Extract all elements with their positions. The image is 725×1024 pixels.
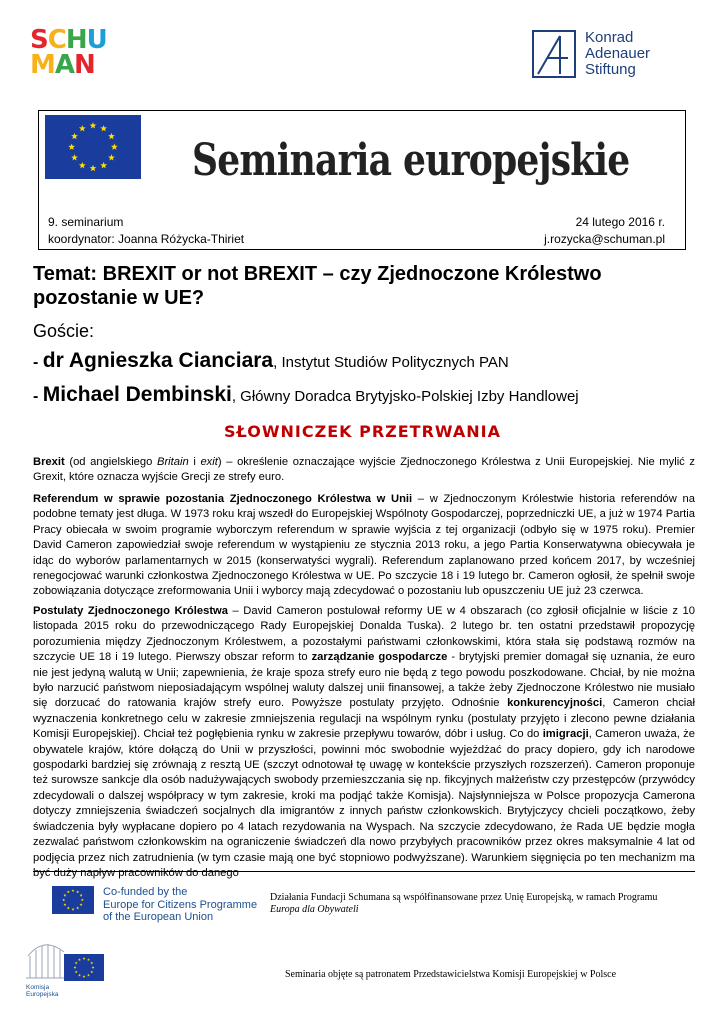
schuman-logo-row (30, 50, 95, 80)
kas-a-icon (534, 32, 574, 76)
star-icon (111, 143, 118, 149)
topic-line: Temat: BREXIT or not BREXIT – czy Zjednoczone Królestwo (33, 263, 602, 285)
text: Europejska (26, 991, 59, 998)
glossary-title: SŁOWNICZEK PRZETRWANIA (224, 422, 501, 441)
kas-name (585, 30, 650, 78)
glossary-entry-referendum (33, 492, 695, 600)
guest-dash: - (33, 388, 43, 405)
topic-line: pozostanie w UE? (33, 287, 205, 309)
european-commission-logo (24, 938, 99, 1008)
footer-divider (33, 871, 695, 872)
star-icon (83, 957, 86, 960)
seminar-meta (48, 214, 244, 248)
guest-name: Michael Dembinski (42, 383, 232, 406)
guest-item (33, 383, 579, 407)
guest-name: dr Agnieszka Cianciara (42, 349, 274, 372)
star-icon (71, 133, 78, 139)
star-icon (74, 966, 77, 969)
star-icon (90, 971, 93, 974)
star-icon (81, 898, 84, 901)
star-icon (80, 894, 83, 897)
text: (od angielskiego (64, 456, 157, 468)
guest-dash: - (33, 354, 43, 371)
star-icon (83, 975, 86, 978)
schuman-logo-letter: H (65, 25, 87, 55)
star-icon (90, 962, 93, 965)
text: , Cameron chciał wyznaczenia konkretnego celu w zakresie zmniejszenia regulacji na wspólnym rynku (postulaty przyjęto i zlecono pewne działania Komisji Europejskiej). Chciał też pogłębienia rynku w zakresie przepływu towarów, dóbr i usług. Co do (33, 697, 696, 741)
eu-flag-icon (45, 115, 141, 179)
star-icon (68, 143, 75, 149)
star-icon (90, 122, 97, 128)
star-icon (87, 974, 90, 977)
star-icon (92, 966, 95, 969)
kas-logo-mark (532, 30, 576, 78)
star-icon (67, 907, 70, 910)
kas-line: Konrad (585, 29, 634, 46)
star-icon (87, 958, 90, 961)
text: – w Zjednoczonym Królestwie historia referendów na podobne tematy jest długa. W 1973 roku kraj wszedł do Europejskiej Wspólnoty Gospodarczej, poprzedniczki UE, a już w 1974 Partia Pracy obiecała w swoim programie wyborczym referendum w sprawie wyjścia z tej organizacji (odbyło się w 1975 roku). Premier David Cameron zapowiedział swoje referendum w wystąpieniu ze stycznia 2013 roku, a jego Partia Konserwatywna obiecywała je idąc do wyborów parlamentarnych w 2015 (konserwatyści wygrali). Referendum zaplanowano przed końcem 2017, by wcześniej renegocjować warunki członkostwa Zjednoczonego Królestwa w UE. Po szczycie 18 i 19 lutego br. Cameron ogłosił, że spełnił swoje zobowiązania dotyczące zreformowania Unii i wyborcy mają zdecydować o pozostaniu lub opuszczeniu UE już 23 czerwca. (33, 493, 695, 598)
schuman-logo-letter: C (47, 25, 66, 55)
star-icon (75, 971, 78, 974)
star-icon (76, 907, 79, 910)
text: Komisja (26, 984, 50, 991)
coordinator-email[interactable]: j.rozycka@schuman.pl (544, 232, 665, 246)
guest-item (33, 349, 509, 373)
star-icon (63, 903, 66, 906)
star-icon (63, 894, 66, 897)
schuman-logo-letter: U (86, 25, 107, 55)
text: Działania Fundacji Schumana są współfinansowane przez Unię Europejską, w ramach Programu (270, 892, 658, 903)
star-icon (75, 962, 78, 965)
star-icon (67, 890, 70, 893)
star-icon (100, 162, 107, 168)
schuman-logo-letter: S (30, 25, 48, 55)
text: Britain (156, 456, 189, 468)
text: imigracji (542, 728, 589, 741)
star-icon (90, 165, 97, 171)
star-icon (80, 903, 83, 906)
text: - brytyjski premier domagał się uznania, że euro nie jest jedyną walutą w Unii; zapewnienia, że kraje spoza strefy euro nie będą z tego powodu poszkodowane. Chciał, by nie można było narzucić państwom nieposiadającym wspólnej waluty dalszej unii finansowej, a także żeby Zjednoczone Królestwo nie musiało się dorzucać do ratowania krajów strefy euro. Powyższe postulaty przyjęto. Odnośnie (33, 651, 695, 710)
star-icon (78, 974, 81, 977)
schuman-logo-letter: M (30, 50, 55, 80)
star-icon (76, 890, 79, 893)
star-icon (72, 908, 75, 911)
star-icon (62, 898, 65, 901)
text: , Cameron uważa, że obywatele krajów, które dołączą do Unii w przyszłości, powinni móc swobodnie wyjeżdżać do pracy dopiero, gdy ich narodowe gospodarki bardziej się zrównają z resztą UE (szczyt odnotował tę uwagę w kontekście przyszłych rozszerzeń). Cameron proponuje też surowsze sankcje dla osób nadużywających swobody przemieszczania się np. fikcyjnych małżeństw czy przestępców (przywódcy zdecydowali o dalszej współpracy w tym zakresie, kroki ma podjąć także Komisja). Najsłynniejsza w Polsce propozycja Camerona dotyczy zmniejszenia świadczeń socjalnych dla imigrantów z innych państw członkowskich. Brytyjczycy chcieli początkowo, żeby świadczenia były wypłacane dopiero po 4 latach rezydowania na Wyspach. Na szczycie zdecydowano, że Rada UE będzie mogła zezwalać państwom członkowskim na ograniczenie świadczeń dla nowo przybyłych pracowników przez okres maksymalnie 4 lat od podjęcia przez nich zatrudnienia (w tym czasie mają one być stopniowo podwyższane). Warunkiem sięgnięcia po ten mechanizm ma być duży napływ pracowników do danego (33, 728, 695, 879)
topic-heading (33, 262, 693, 310)
text: Europa dla Obywateli (270, 904, 359, 915)
kas-line: Adenauer (585, 45, 651, 62)
eu-flag-icon (52, 886, 94, 914)
text: konkurencyjności (507, 697, 603, 710)
guest-affiliation: , Główny Doradca Brytyjsko-Polskiej Izby Handlowej (231, 388, 579, 405)
coordinator: koordynator: Joanna Różycka-Thiriet (48, 232, 245, 246)
cofunded-line: Co-funded by the (103, 886, 188, 898)
text: exit (200, 456, 218, 468)
ec-label (26, 984, 59, 998)
schuman-logo (30, 25, 107, 80)
guest-affiliation: , Instytut Studiów Politycznych PAN (273, 354, 509, 371)
cofunded-label (103, 886, 257, 924)
seminar-number: 9. seminarium (48, 215, 124, 229)
star-icon (78, 958, 81, 961)
seminar-date: 24 lutego 2016 r. (575, 215, 665, 229)
term: Brexit (33, 456, 65, 468)
star-icon (100, 125, 107, 131)
text: zarządzanie gospodarcze (311, 651, 448, 664)
star-icon (72, 889, 75, 892)
term: Referendum w sprawie pozostania Zjednoczonego Królestwa w Unii (33, 493, 413, 505)
cofunded-line: Europe for Citizens Programme (103, 898, 258, 911)
text: i (188, 456, 201, 468)
term: Postulaty Zjednoczonego Królestwa (33, 605, 228, 617)
glossary-entry-brexit (33, 455, 695, 486)
text: – David Cameron postulował reformy UE w 4 obszarach (co zgłosił oficjalnie w liście z 10 listopada 2015 roku do przewodniczącego Rady Europejskiej Donalda Tuska). 2 lutego br. ten ostatni przedstawił propozycję porozumienia między Zjednoczonym Królestwem, a pozostałymi państwami członkowskimi, która stała się podstawą rozmów na szczycie UE 18 i 19 lutego. Pierwszy obszar reform to (33, 605, 696, 664)
programme-note (270, 892, 670, 916)
star-icon (71, 154, 78, 160)
schuman-logo-letter: A (54, 50, 74, 80)
cofunded-line: of the European Union (103, 911, 214, 924)
text: ) – określenie oznaczające wyjście Zjednoczonego Królestwa z Unii Europejskiej. Nie mylić z Grexit, które oznacza wyjście Grecji ze strefy euro. (33, 456, 696, 484)
kas-line: Stiftung (585, 61, 636, 78)
patronage-note: Seminaria objęte są patronatem Przedstawicielstwa Komisji Europejskiej w Polsce (285, 969, 617, 980)
page-title: Seminaria europejskie (192, 135, 630, 186)
star-icon (108, 133, 115, 139)
schuman-logo-letter: N (74, 50, 95, 80)
kas-logo (532, 30, 682, 86)
star-icon (108, 154, 115, 160)
glossary-entry-postulaty (33, 604, 696, 879)
eu-flag-icon (64, 954, 104, 981)
seminar-contact (544, 214, 665, 248)
star-icon (79, 162, 86, 168)
guests-label: Goście: (33, 321, 95, 341)
star-icon (79, 125, 86, 131)
